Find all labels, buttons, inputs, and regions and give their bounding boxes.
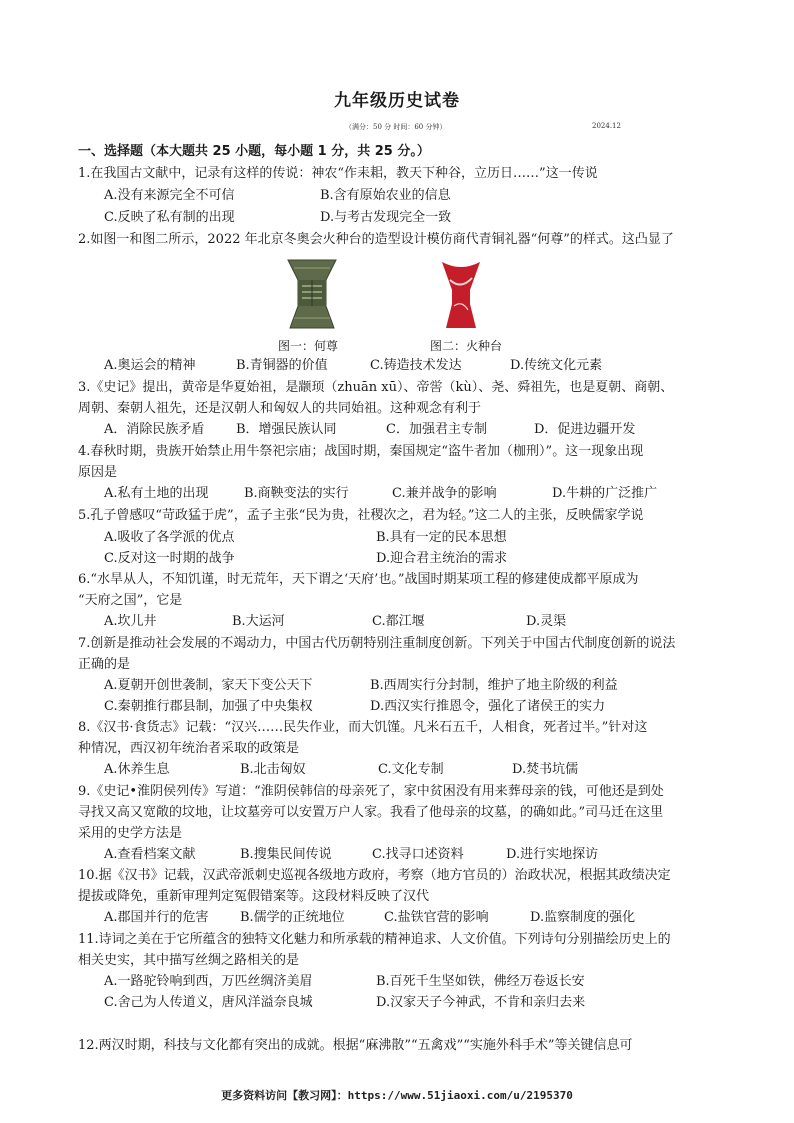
q2-option-c: C.铸造技术发达 — [370, 358, 462, 373]
q9-option-c: C.找寻口述资料 — [372, 847, 464, 862]
q6-option-b: B.大运河 — [232, 614, 285, 629]
q7-option-c: C.秦朝推行郡县制，加强了中央集权 — [104, 699, 313, 714]
q4-stem-line2: 原因是 — [78, 465, 118, 480]
q11-option-d: D.汉家天子今神武，不肯和亲归去来 — [376, 995, 586, 1010]
q1-option-b: B.含有原始农业的信息 — [320, 188, 451, 203]
q3-stem-line1: 3.《史记》提出，黄帝是华夏始祖，是颛顼（zhuān xū）、帝喾（kù）、尧、舜祖先，也是夏朝、商朝、 — [78, 380, 674, 395]
q7-option-b: B.西周实行分封制，维护了地主阶级的利益 — [370, 678, 618, 693]
q4-option-d: D.牛耕的广泛推广 — [552, 486, 658, 501]
footer-link[interactable]: 更多资料访问【教习网】：https://www.51jiaoxi.com/u/2195370 — [221, 1089, 573, 1102]
q8-option-a: A.休养生息 — [104, 762, 170, 777]
q10-option-a: A.郡国并行的危害 — [104, 910, 209, 925]
section-heading: 一、选择题（本大题共 25 小题，每小题 1 分，共 25 分。） — [78, 144, 430, 159]
q2-option-a: A.奥运会的精神 — [104, 358, 196, 373]
q8-stem-line1: 8.《汉书·食货志》记载：“汉兴……民失作业，而大饥馑。凡米石五千，人相食，死者过半。”针对这 — [78, 720, 648, 735]
q1-option-c: C.反映了私有制的出现 — [104, 210, 235, 225]
q6-option-d: D.灵渠 — [526, 614, 567, 629]
q4-option-c: C.兼并战争的影响 — [392, 486, 497, 501]
q7-option-a: A.夏朝开创世袭制，家天下变公天下 — [104, 678, 313, 693]
q4-option-b: B.商鞅变法的实行 — [244, 486, 349, 501]
q11-option-b: B.百死千生坚如铁，佛经万卷返长安 — [376, 974, 585, 989]
q3-stem-line2: 周朝、秦朝人祖先，还是汉朝人和匈奴人的共同始祖。这种观念有利于 — [78, 401, 482, 416]
q5-option-b: B.具有一定的民本思想 — [376, 530, 507, 545]
q5-option-c: C.反对这一时期的战争 — [104, 551, 235, 566]
q5-option-a: A.吸收了各学派的优点 — [104, 530, 235, 545]
q9-stem-line2: 寻找又高又宽敞的坟地，让坟墓旁可以安置万户人家。我看了他母亲的坟墓，的确如此。”司马迁在这里 — [78, 805, 664, 820]
q11-stem-line1: 11.诗词之美在于它所蕴含的独特文化魅力和所承载的精神追求、人文价值。下列诗句分别描绘历史上的 — [78, 932, 671, 947]
q3-option-a: A．消除民族矛盾 — [104, 422, 205, 437]
q7-option-d: D.西汉实行推恩令，强化了诸侯王的实力 — [370, 699, 606, 714]
q6-option-a: A.坎儿井 — [104, 614, 157, 629]
q11-option-a: A.一路驼铃响到西，万匹丝绸济美眉 — [104, 974, 313, 989]
q11-stem-line2: 相关史实，其中描写丝绸之路相关的是 — [78, 953, 300, 968]
q4-option-a: A.私有土地的出现 — [104, 486, 209, 501]
q10-option-d: D.监察制度的强化 — [530, 910, 636, 925]
page-title: 九年级历史试卷 — [334, 91, 460, 111]
exam-date: 2024.12 — [592, 122, 621, 130]
q8-option-c: C.文化专制 — [378, 762, 444, 777]
q8-option-b: B.北击匈奴 — [240, 762, 306, 777]
figure-1-caption: 图一：何尊 — [278, 339, 339, 353]
q11-option-c: C.舍己为人传道义，唐风洋溢奈良城 — [104, 995, 313, 1010]
q9-option-a: A.查看档案文献 — [104, 847, 196, 862]
q9-stem-line1: 9.《史记•淮阴侯列传》写道：“淮阴侯韩信的母亲死了，家中贫困没有用来葬母亲的钱，可他还是到处 — [78, 784, 664, 799]
score-time-info: （满分：50 分 时间：60 分钟） — [345, 123, 447, 131]
q3-option-b: B．增强民族认同 — [236, 422, 337, 437]
q4-stem-line1: 4.春秋时期，贵族开始禁止用牛祭祀宗庙；战国时期，秦国规定“盗牛者加（枷刑）”。这一现象出现 — [78, 444, 644, 459]
q1-stem: 1.在我国古文献中，记录有这样的传说：神农“作耒耜，教天下种谷，立历日……”这一传说 — [78, 166, 598, 181]
torch-stand-image — [440, 260, 482, 330]
q8-option-d: D.焚书坑儒 — [512, 762, 579, 777]
q12-stem-line1: 12.两汉时期，科技与文化都有突出的成就。根据“麻沸散”“五禽戏”“实施外科手术”等关键信息可 — [78, 1038, 633, 1053]
q10-stem-line2: 提拔或降免，重新审理判定冤假错案等。这段材料反映了汉代 — [78, 889, 430, 904]
q6-option-c: C.都江堰 — [372, 614, 425, 629]
q8-stem-line2: 种情况，西汉初年统治者采取的政策是 — [78, 741, 300, 756]
q2-stem: 2.如图一和图二所示，2022 年北京冬奥会火种台的造型设计模仿商代青铜礼器“何尊”的样式。这凸显了 — [78, 232, 674, 247]
q1-option-a: A.没有来源完全不可信 — [104, 188, 235, 203]
q3-option-c: C．加强君主专制 — [386, 422, 487, 437]
q5-option-d: D.迎合君主统治的需求 — [376, 551, 508, 566]
q10-option-c: C.盐铁官营的影响 — [384, 910, 489, 925]
q9-option-b: B.搜集民间传说 — [240, 847, 332, 862]
q5-stem: 5.孔子曾感叹“苛政猛于虎”，孟子主张“民为贵，社稷次之，君为轻。”这二人的主张，反映儒家学说 — [78, 508, 644, 523]
q7-stem-line1: 7.创新是推动社会发展的不竭动力，中国古代历朝特别注重制度创新。下列关于中国古代制度创新的说法 — [78, 636, 676, 651]
q2-option-b: B.青铜器的价值 — [236, 358, 328, 373]
q10-stem-line1: 10.据《汉书》记载，汉武帝派刺史巡视各级地方政府，考察（地方官员的）治政状况，根据其政绩决定 — [78, 868, 671, 883]
q3-option-d: D．促进边疆开发 — [534, 422, 636, 437]
figure-2-caption: 图二：火种台 — [430, 339, 503, 353]
q7-stem-line2: 正确的是 — [78, 657, 131, 672]
q9-stem-line3: 采用的史学方法是 — [78, 826, 183, 841]
q9-option-d: D.进行实地探访 — [506, 847, 599, 862]
he-zun-bronze-image — [282, 258, 342, 330]
q6-stem-line2: “天府之国”，它是 — [78, 593, 183, 608]
q2-option-d: D.传统文化元素 — [510, 358, 603, 373]
q10-option-b: B.儒学的正统地位 — [240, 910, 345, 925]
q1-option-d: D.与考古发现完全一致 — [320, 210, 452, 225]
q6-stem-line1: 6.“水旱从人，不知饥谨，时无荒年，天下谓之‘天府’也。”战国时期某项工程的修建使成都平原成为 — [78, 572, 639, 587]
